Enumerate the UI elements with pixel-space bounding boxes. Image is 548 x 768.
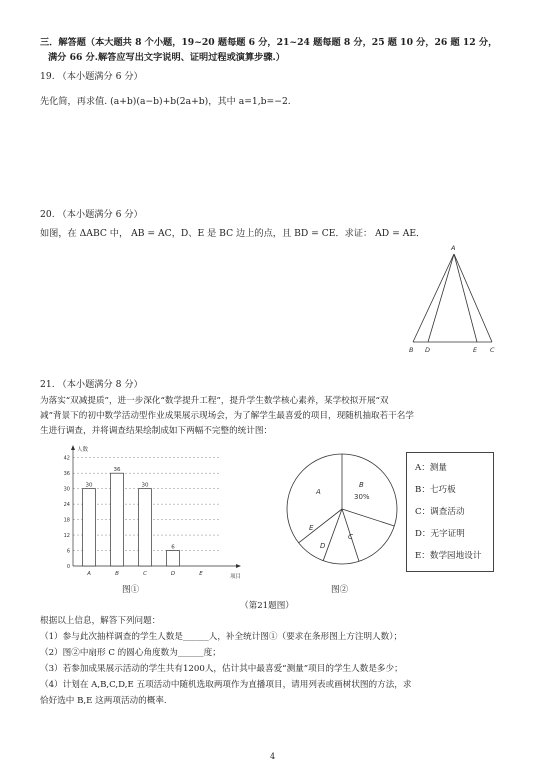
side-ab [413, 254, 454, 342]
pie-label-b: B [359, 481, 364, 489]
q20-header [40, 209, 143, 221]
x-axis-label: 项目 [230, 574, 242, 580]
bar-value-label-C: 30 [141, 482, 149, 489]
section-heading-line2: 满分 66 分.解答应写出文字说明、证明过程或演算步骤.） [48, 52, 285, 63]
y-axis-label: 人数 [77, 447, 89, 453]
page-number: 4 [270, 752, 276, 761]
legend-item-b: B：七巧板 [415, 485, 456, 495]
pie-label-d: D [320, 542, 326, 550]
y-tick-label-30: 30 [63, 486, 70, 493]
figure2-caption: 图② [331, 585, 349, 595]
q21-sub1: （1）参与此次抽样调查的学生人数是______人，补全统计图①（要求在条形图上方注明人数）； [40, 632, 403, 642]
label-e: E [473, 346, 478, 354]
y-axis-arrow [71, 445, 75, 450]
q21-score: （本小题满分 8 分） [57, 379, 143, 390]
figure-title: （第21题图） [240, 601, 294, 611]
y-tick-label-6: 6 [66, 548, 70, 555]
label-c: C [490, 346, 495, 354]
q21-intro-line3: 生进行调查，并将调查结果绘制成如下两幅不完整的统计图： [40, 426, 273, 436]
q21-sub4-line2: 恰好选中 B,E 这两项活动的概率. [40, 696, 167, 706]
q19-header [40, 71, 143, 83]
bar-D [167, 551, 180, 566]
q19-number: 19. [40, 71, 55, 82]
y-tick-label-18: 18 [63, 517, 70, 524]
q21-intro-line1: 为落实“双减提质”，进一步深化“数学提升工程”，提升学生数学核心素养，某学校拟开展“双 [40, 396, 389, 406]
bar-A [83, 489, 96, 566]
section-heading-line1: 三．解答题（本大题共 8 个小题，19~20 题每题 6 分，21~24 题每题 8 分，25 题 10 分，26 题 12 分， [40, 37, 498, 48]
legend-item-a: A：测量 [415, 463, 447, 473]
q21-followup: 根据以上信息，解答下列问题： [40, 616, 161, 626]
q21-number: 21. [40, 379, 55, 390]
pie-label-c: C [348, 533, 353, 541]
q21-header [40, 379, 143, 391]
q21-sub2: （2）图②中扇形 C 的圆心角度数为______度； [40, 648, 221, 658]
legend-item-d: D：无字证明 [415, 529, 465, 539]
q20-triangle-figure [400, 240, 510, 360]
pie-label-b-percent: 30% [354, 493, 370, 501]
bar-B [111, 473, 124, 566]
figure1-caption: 图① [122, 585, 140, 595]
q20-number: 20. [40, 209, 55, 220]
bar-chart [55, 442, 255, 584]
x-tick-label-E: E [199, 571, 203, 577]
bar-C [139, 489, 152, 566]
x-tick-label-D: D [170, 571, 176, 577]
segment-ae [454, 254, 477, 342]
side-ac [454, 254, 492, 342]
x-tick-label-C: C [143, 571, 147, 577]
bar-value-label-D: 6 [171, 544, 175, 551]
legend-box [406, 452, 494, 572]
y-tick-label-24: 24 [63, 502, 70, 509]
y-tick-label-42: 42 [63, 455, 70, 462]
legend-item-c: C：调查活动 [415, 507, 465, 517]
q20-text: 如图，在 ΔABC 中， AB = AC，D、E 是 BC 边上的点，且 BD = CE．求证： AD = AE． [40, 228, 426, 239]
x-tick-label-A: A [87, 571, 91, 577]
y-tick-label-0: 0 [66, 564, 70, 570]
pie-label-a: A [316, 488, 321, 496]
y-tick-label-36: 36 [63, 471, 70, 478]
q19-score: （本小题满分 6 分） [57, 71, 143, 82]
q21-sub4-line1: （4）计划在 A,B,C,D,E 五项活动中随机选取两项作为直播项目，请用列表或画树状图的方法，求 [40, 680, 412, 690]
q21-sub3: （3）若参加成果展示活动的学生共有1200人，估计其中最喜爱“测量”项目的学生人数是多少； [40, 664, 403, 674]
pie-chart [282, 447, 402, 572]
q21-intro-line2: 减”背景下的初中数学活动型作业成果展示现场会，为了解学生最喜爱的项目，现随机抽取若干名学 [40, 411, 414, 421]
bar-value-label-A: 30 [85, 482, 93, 489]
pie-label-e: E [309, 524, 314, 532]
label-a: A [451, 244, 456, 252]
x-tick-label-B: B [115, 571, 119, 577]
segment-ad [428, 254, 454, 342]
label-d: D [425, 346, 431, 354]
x-axis-arrow [236, 564, 241, 568]
bar-value-label-B: 36 [113, 467, 121, 474]
q20-score: （本小题满分 6 分） [57, 209, 143, 220]
q19-text: 先化简，再求值. (a+b)(a−b)+b(2a+b)，其中 a=1,b=−2. [40, 96, 291, 107]
label-b: B [409, 346, 414, 354]
legend-item-e: E：数学园地设计 [415, 551, 482, 561]
y-tick-label-12: 12 [63, 533, 70, 540]
